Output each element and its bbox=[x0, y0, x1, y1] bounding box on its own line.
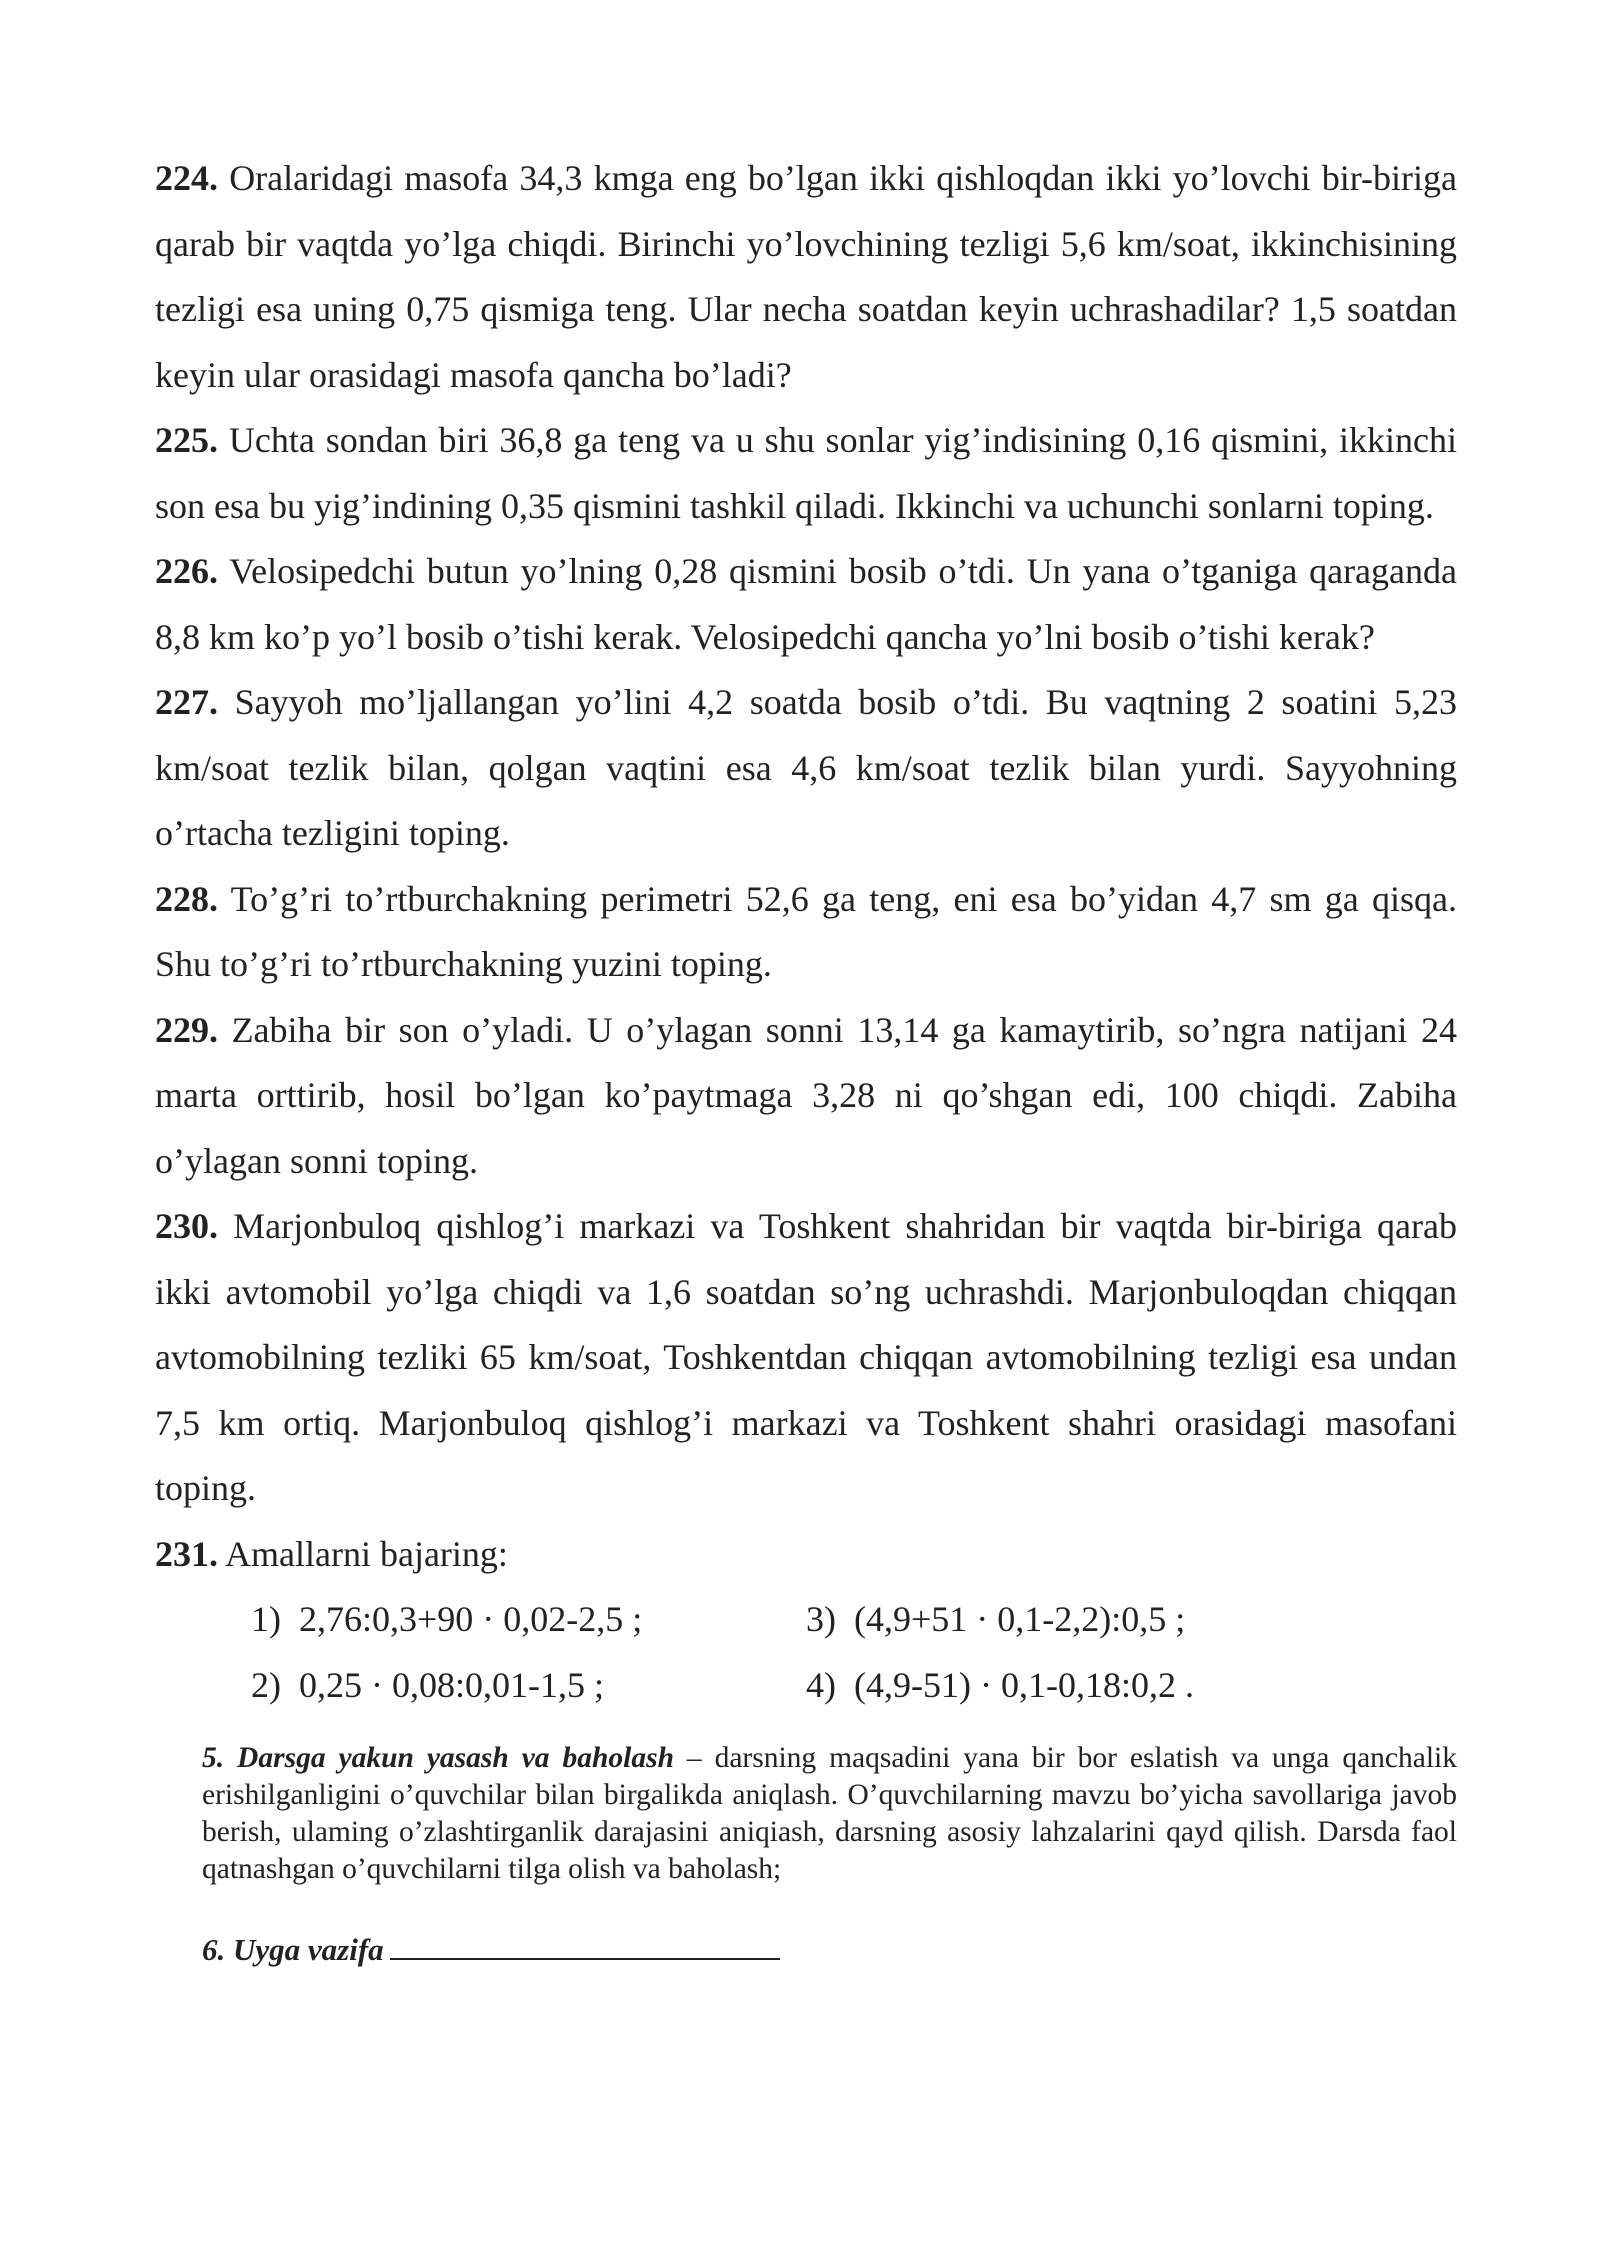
exercise-expression: (4,9-51) · 0,1-0,18:0,2 . bbox=[854, 1664, 1194, 1705]
summary-text: – darsning maqsadini yana bir bor eslatish va unga qanchalik erishilganligini o’quvchilar bilan birgalikda aniqlash. O’quvchilarning mavzu bo’yicha savollariga javob berish, ulaming o’zlashtirganlik darajasini aniqiash, darsning asosiy lahzalarini qayd qilish. Darsda faol qatnashgan o’quvchilarni tilga olish va baholash; bbox=[202, 1742, 1457, 1885]
problem-number: 229. bbox=[155, 1009, 218, 1050]
exercise-expression: 0,25 · 0,08:0,01-1,5 ; bbox=[299, 1664, 604, 1705]
problem-number: 228. bbox=[155, 878, 218, 919]
problem-229 bbox=[155, 998, 1457, 1195]
problem-230 bbox=[155, 1194, 1457, 1522]
exercise-expression: (4,9+51 · 0,1-2,2):0,5 ; bbox=[854, 1599, 1186, 1639]
problem-225 bbox=[155, 408, 1457, 539]
problem-number: 225. bbox=[155, 420, 218, 460]
exercise-index: 4) bbox=[806, 1664, 836, 1705]
problem-text: Zabiha bir son o’yladi. U o’ylagan sonni 13,14 ga kamaytirib, so’ngra natijani 24 marta orttirib, hosil bo’lgan ko’paytmaga 3,28 ni qo’shgan edi, 100 chiqdi. Zabiha o’ylagan sonni toping. bbox=[155, 1009, 1457, 1181]
homework bbox=[202, 1930, 1457, 1970]
lesson-summary bbox=[202, 1740, 1457, 1888]
problem-number: 231. bbox=[155, 1533, 218, 1574]
document-page bbox=[155, 146, 1457, 1970]
problem-226 bbox=[155, 539, 1457, 670]
problem-231 bbox=[155, 1522, 1457, 1588]
problem-number: 230. bbox=[155, 1206, 218, 1246]
exercise-expression: 2,76:0,3+90 · 0,02-2,5 ; bbox=[299, 1599, 643, 1639]
problem-number: 226. bbox=[155, 551, 218, 591]
homework-heading: 6. Uyga vazifa bbox=[202, 1932, 384, 1967]
homework-blank-line bbox=[390, 1930, 780, 1960]
exercise-list bbox=[251, 1587, 1457, 1718]
problem-text: Uchta sondan biri 36,8 ga teng va u shu sonlar yig’indisining 0,16 qismini, ikkinchi son esa bu yig’indining 0,35 qismini tashkil qiladi. Ikkinchi va uchunchi sonlarni toping. bbox=[155, 420, 1458, 526]
problem-227 bbox=[155, 670, 1457, 867]
problem-text: Oralaridagi masofa 34,3 kmga eng bo’lgan ikki qishloqdan ikki yo’lovchi bir-biriga qarab bir vaqtda yo’lga chiqdi. Birinchi yo’lovchining tezligi 5,6 km/soat, ikkinchisining tezligi esa uning 0,75 qismiga teng. Ular necha soatdan keyin uchrashadilar? 1,5 soatdan keyin ular orasidagi masofa qancha bo’ladi? bbox=[155, 158, 1458, 395]
exercise-item bbox=[251, 1587, 806, 1653]
exercise-item bbox=[806, 1587, 1406, 1653]
problem-text: Marjonbuloq qishlog’i markazi va Toshkent shahridan bir vaqtda bir-biriga qarab ikki avtomobil yo’lga chiqdi va 1,6 soatdan so’ng uchrashdi. Marjonbuloqdan chiqqan avtomobilning tezliki 65 km/soat, Toshkentdan chiqqan avtomobilning tezligi esa undan 7,5 km ortiq. Marjonbuloq qishlog’i markazi va Toshkent shahri orasidagi masofani toping. bbox=[155, 1206, 1457, 1508]
exercise-index: 3) bbox=[806, 1599, 836, 1639]
problem-224 bbox=[155, 146, 1457, 408]
problem-number: 227. bbox=[155, 682, 218, 722]
problem-text: Velosipedchi butun yo’lning 0,28 qismini bosib o’tdi. Un yana o’tganiga qaraganda 8,8 km ko’p yo’l bosib o’tishi kerak. Velosipedchi qancha yo’lni bosib o’tishi kerak? bbox=[155, 551, 1457, 657]
problem-text: To’g’ri to’rtburchakning perimetri 52,6 ga teng, eni esa bo’yidan 4,7 sm ga qisqa. Shu to’g’ri to’rtburchakning yuzini toping. bbox=[155, 878, 1457, 984]
problem-text: Amallarni bajaring: bbox=[225, 1533, 508, 1574]
problem-number: 224. bbox=[155, 158, 218, 198]
summary-heading: 5. Darsga yakun yasash va baholash bbox=[202, 1742, 674, 1774]
exercise-index: 1) bbox=[251, 1599, 281, 1639]
problem-228 bbox=[155, 867, 1457, 998]
problem-text: Sayyoh mo’ljallangan yo’lini 4,2 soatda bosib o’tdi. Bu vaqtning 2 soatini 5,23 km/soat tezlik bilan, qolgan vaqtini esa 4,6 km/soat tezlik bilan yurdi. Sayyohning o’rtacha tezligini toping. bbox=[155, 682, 1457, 853]
exercise-index: 2) bbox=[251, 1664, 281, 1705]
exercise-item bbox=[806, 1653, 1406, 1719]
exercise-item bbox=[251, 1653, 806, 1719]
